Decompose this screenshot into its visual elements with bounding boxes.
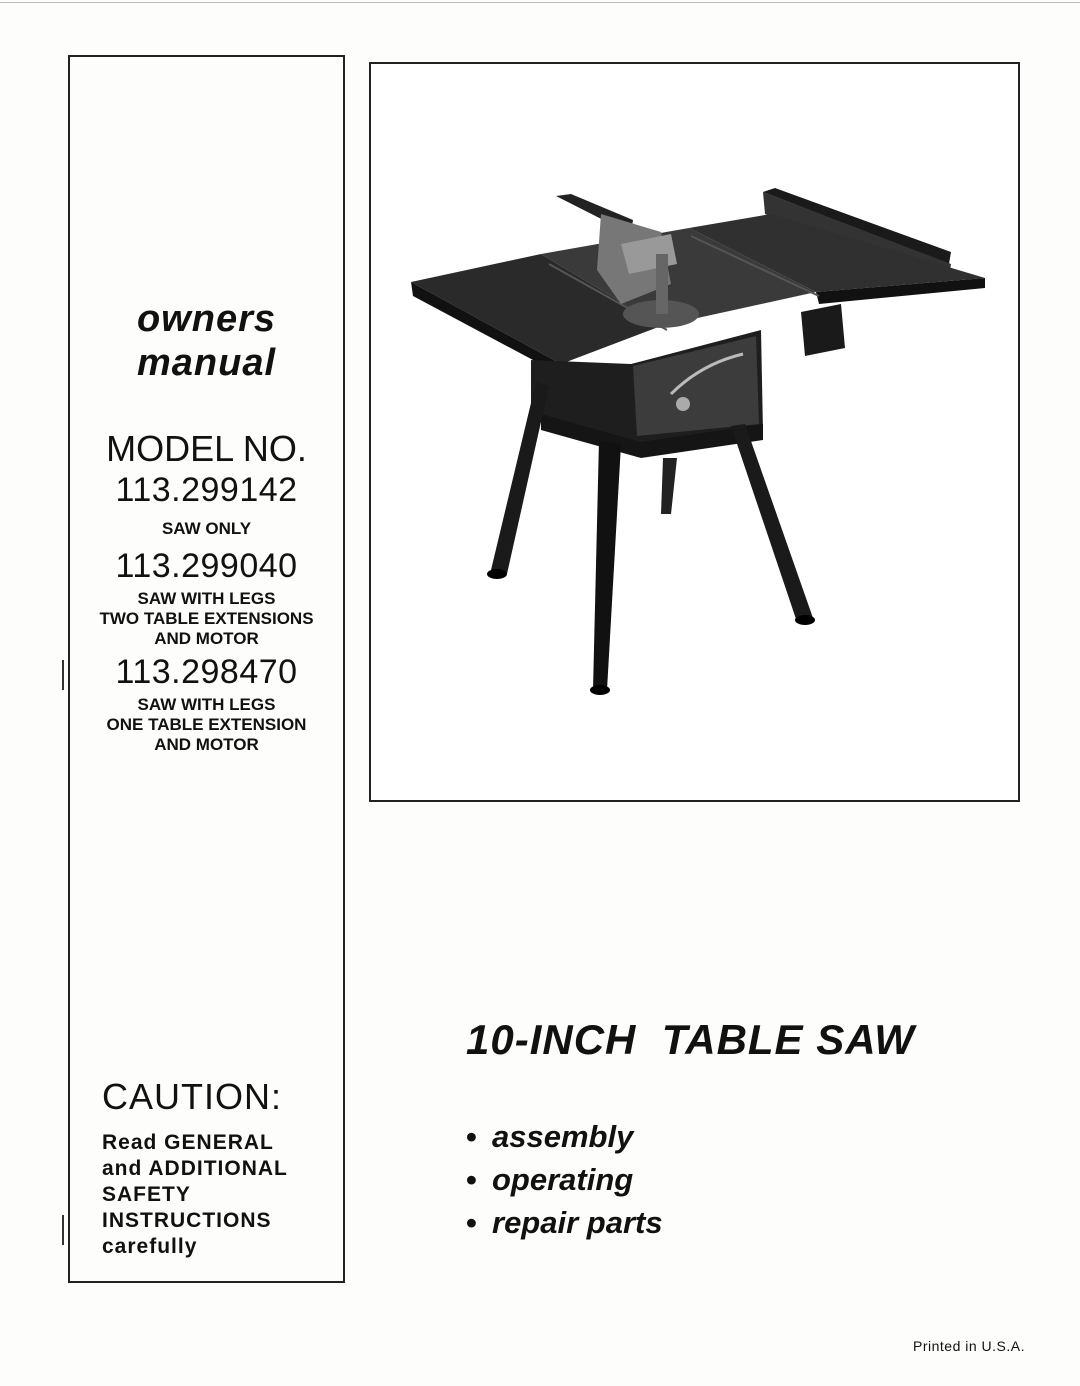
scan-mark [62,1215,64,1245]
feature-label: assembly [492,1119,634,1154]
model-desc-line: SAW WITH LEGS [137,695,276,714]
model-number-2: 113.299040 [115,547,298,585]
model-desc-1 [70,519,343,539]
bullet-icon: • [466,1119,477,1154]
feature-label: repair parts [492,1205,663,1240]
feature-list [466,1115,663,1244]
feature-item-repair-parts [466,1201,663,1244]
model-heading: MODEL NO. [106,428,307,469]
caution-title: CAUTION: [102,1076,283,1117]
manual-line: manual [136,342,277,384]
feature-item-operating [466,1158,663,1201]
left-panel [68,55,345,1283]
model-desc-line: SAW WITH LEGS [137,589,276,608]
model-number-3: 113.298470 [115,653,298,691]
model-desc-2 [70,589,343,649]
caution-text: Read GENERAL and ADDITIONAL SAFETY INSTRUCTIONS carefully [102,1131,288,1258]
model-desc-line: ONE TABLE EXTENSION [106,715,307,734]
photo-frame [369,62,1020,802]
model-desc-line: AND MOTOR [154,735,259,754]
table-saw-illustration-icon [371,64,1018,800]
model-number-1: 113.299142 [115,471,298,509]
product-title: 10-INCH TABLE SAW [466,1016,915,1063]
model-desc-line: SAW ONLY [161,519,252,538]
feature-item-assembly [466,1115,663,1158]
owners-manual-heading [70,297,343,385]
model-desc-3 [70,695,343,755]
feature-label: operating [492,1162,634,1197]
bullet-icon: • [466,1205,477,1240]
printed-in-usa: Printed in U.S.A. [913,1338,1025,1354]
model-desc-line: TWO TABLE EXTENSIONS [99,609,314,628]
bullet-icon: • [466,1162,477,1197]
owners-line: owners [136,298,277,340]
model-desc-line: AND MOTOR [154,629,259,648]
scan-mark [62,660,64,690]
top-rule [0,2,1080,3]
